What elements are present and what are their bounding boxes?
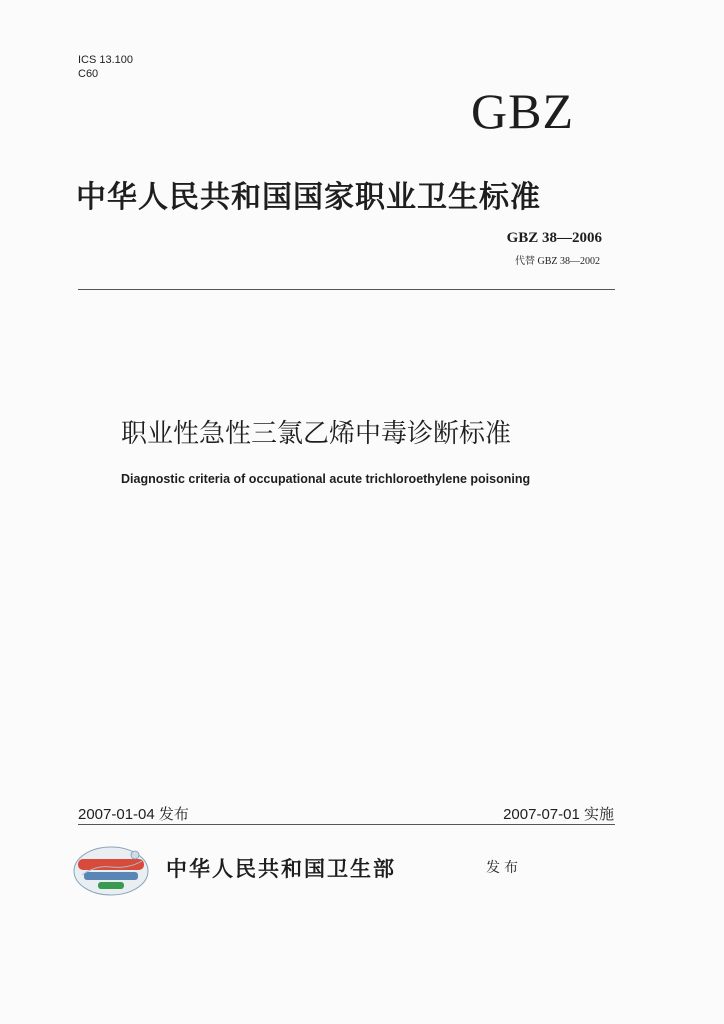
title-chinese: 职业性急性三氯乙烯中毒诊断标准 <box>121 419 512 449</box>
gbz-mark: GBZ <box>471 83 574 139</box>
ccs-code: C60 <box>78 68 99 80</box>
ics-code: ICS 13.100 <box>78 54 134 66</box>
top-divider <box>78 289 615 290</box>
publisher-name: 中华人民共和国卫生部 <box>166 857 396 881</box>
publish-label: 发布 <box>486 861 522 876</box>
replaces-note: 代替 GBZ 38—2002 <box>515 256 600 267</box>
publisher-logo-icon <box>72 845 150 897</box>
standard-number <box>507 230 602 247</box>
standard-number-text: GBZ 38—2006 <box>506 230 602 246</box>
standard-organization-title: 中华人民共和国国家职业卫生标准 <box>76 181 541 214</box>
bottom-divider <box>78 824 615 825</box>
title-english: Diagnostic criteria of occupational acute trichloroethylene poisoning <box>121 472 531 486</box>
effective-date: 2007-07-01 实施 <box>503 806 614 823</box>
issue-date: 2007-01-04 发布 <box>78 806 189 823</box>
classification-codes <box>78 53 133 81</box>
